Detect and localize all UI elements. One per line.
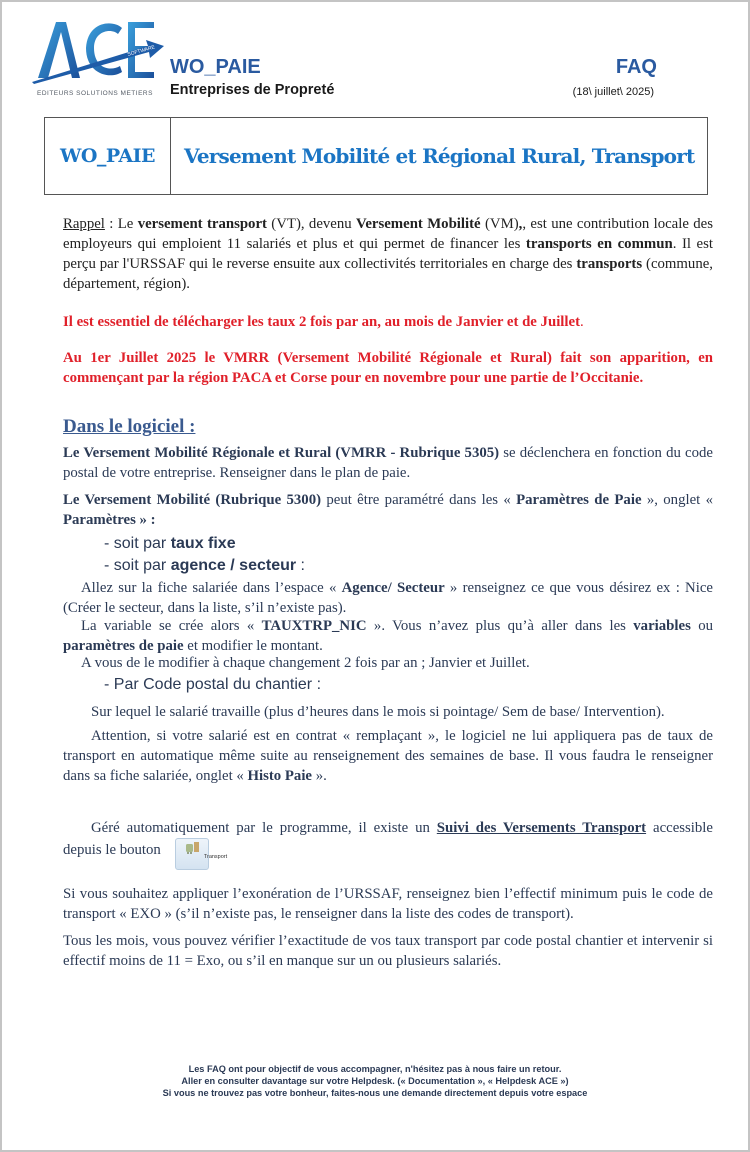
tracking-link[interactable]: Suivi des Versements Transport <box>436 820 647 836</box>
text-bold: Le Versement Mobilité Régionale et Rural (VMRR - Rubrique 5305) <box>63 445 500 461</box>
text: (VM) <box>480 216 519 232</box>
modify-paragraph: A vous de le modifier à chaque changement 2 fois par an ; Janvier et Juillet. <box>81 655 530 671</box>
text: ». Vous n’avez plus qu’à aller dans les <box>366 618 634 634</box>
text-bold: TAUXTRP_NIC <box>261 618 367 634</box>
text: . <box>580 314 584 330</box>
section-title: Dans le logiciel : <box>63 416 196 437</box>
text: » : <box>135 512 156 528</box>
text: Allez sur la fiche salariée dans l’espace « <box>81 580 342 596</box>
alert-text: Il est essentiel de télécharger les taux 2 fois par an, au mois de Janvier et de Juillet <box>63 314 581 330</box>
logo-tagline: EDITEURS SOLUTIONS METIERS <box>37 90 153 97</box>
text: Attention, si votre salarié est en contrat « remplaçant », le logiciel ne lui appliquera pas de taux de transport en automatique même suite au renseignement des semaines de base. Il vous faudra le renseigner dans sa fiche salariée, onglet « <box>63 728 713 784</box>
text: et modifier le montant. <box>183 638 323 654</box>
agency-paragraph <box>63 578 713 618</box>
text: (VT), devenu <box>266 216 357 232</box>
rappel-paragraph: Rappel : Le versement transport (VT), devenu Versement Mobilité (VM),, est une contribution locale des employeurs qui emploient 11 salariés et plus et qui permet de financer les transports en commun. Il est perçu par l'URSSAF qui le reverse ensuite aux collectivités territoriales en charge des transports (commune, département, région). <box>63 216 713 292</box>
text: : <box>296 557 305 574</box>
title-box <box>44 117 708 195</box>
text: ». <box>312 768 327 784</box>
text: (commune, département, région). <box>63 256 713 292</box>
text-bold: Histo Paie <box>247 768 313 784</box>
page-title: Versement Mobilité et Régional Rural, Transport <box>184 144 695 168</box>
option-postal-code: - Par Code postal du chantier : <box>104 676 322 693</box>
option-agency-sector <box>104 557 305 575</box>
text: - soit par <box>104 535 171 552</box>
title-product: WO_PAIE <box>45 118 171 194</box>
footer-line: Les FAQ ont pour objectif de vous accompagner, n'hésitez pas à nous faire un retour. <box>188 1064 562 1074</box>
text-bold: Paramètres <box>63 512 136 528</box>
footer-line: Si vous ne trouvez pas votre bonheur, faites-nous une demande directement depuis votre espace <box>162 1088 588 1098</box>
exoneration-paragraph: Si vous souhaitez appliquer l’exonération de l’URSSAF, renseignez bien l’effectif minimum puis le code de transport « EXO » (s’il n’existe pas, le renseigner dans la liste des codes de transport). <box>63 886 713 922</box>
text: Géré automatiquement par le programme, il existe un <box>91 820 437 836</box>
variable-paragraph <box>63 616 713 656</box>
app-name: WO_PAIE <box>170 56 261 78</box>
text: : Le <box>104 216 138 232</box>
transport-button[interactable] <box>175 838 228 870</box>
text: » renseignez ce que vous désirez ex : Nice (Créer le secteur, dans la liste, s’il n’existe pas). <box>63 580 713 616</box>
alert-download-rates <box>63 312 713 332</box>
option-fixed-rate <box>104 535 236 553</box>
ace-logo <box>30 16 165 100</box>
app-subtitle: Entreprises de Propreté <box>170 82 335 98</box>
text-bold: Agence/ Secteur <box>341 580 445 596</box>
text: peut être paramétré dans les « <box>321 492 517 508</box>
text: accessible depuis le bouton <box>63 820 713 858</box>
text-bold: transports en commun <box>525 236 673 252</box>
monthly-check-paragraph: Tous les mois, vous pouvez vérifier l’exactitude de vos taux transport par code postal chantier et intervenir si effectif moins de 11 = Exo, ou s’il en manque sur un ou plusieurs salariés. <box>63 933 713 969</box>
doc-date-text: (18\ juillet\ 2025) <box>572 86 654 98</box>
text: se déclenchera en fonction du code postal de votre entreprise. Renseigner dans le plan de paie. <box>63 445 713 481</box>
doc-type-label: FAQ <box>615 56 657 78</box>
text-bold: Paramètres de Paie <box>516 492 642 508</box>
vm-paragraph <box>63 490 713 530</box>
text-bold: Le Versement Mobilité (Rubrique 5300) <box>63 492 322 508</box>
text: », onglet « <box>641 492 713 508</box>
text: ou <box>690 618 713 634</box>
rappel-label: Rappel <box>63 216 105 232</box>
text: La variable se crée alors « <box>81 618 262 634</box>
svg-text:SOFTWARE: SOFTWARE <box>126 44 156 58</box>
text-bold: agence / secteur <box>170 557 297 574</box>
footer <box>0 1063 750 1099</box>
vmrr-paragraph <box>63 443 713 483</box>
text: , est une contribution locale des employeurs qui emploient 11 salariés et plus et qui permet de financer les <box>63 216 713 252</box>
text: - soit par <box>104 557 171 574</box>
doc-date <box>573 86 654 98</box>
tracking-paragraph <box>63 818 713 870</box>
attention-paragraph <box>63 726 713 786</box>
text-bold: versement transport <box>137 216 267 232</box>
footer-line: Aller en consulter davantage sur votre Helpdesk. (« Documentation », « Helpdesk ACE ») <box>181 1076 569 1086</box>
transport-button-label: Transport <box>203 854 228 860</box>
text-bold: taux fixe <box>170 535 236 552</box>
worksite-paragraph: Sur lequel le salarié travaille (plus d’heures dans le mois si pointage/ Sem de base/ Intervention). <box>91 704 665 720</box>
text-bold: transports <box>576 256 643 272</box>
text-bold: variables <box>633 618 691 634</box>
text-bold: Versement Mobilité <box>356 216 481 232</box>
text: . Il est perçu par l'URSSAF qui le reverse ensuite aux collectivités territoriales en charge des <box>63 236 713 272</box>
text-bold: paramètres de paie <box>63 638 184 654</box>
alert-vmrr: Au 1er Juillet 2025 le VMRR (Versement Mobilité Régionale et Rural) fait son apparition, en commençant par la région PACA et Corse pour en novembre pour une partie de l’Occitanie. <box>63 350 713 386</box>
